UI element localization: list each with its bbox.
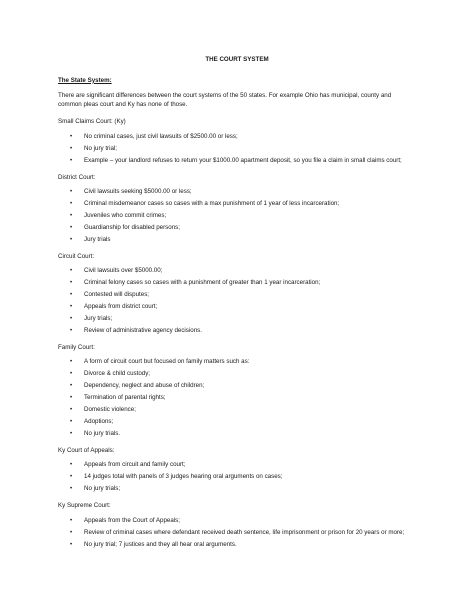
bullet-icon: • xyxy=(70,461,73,469)
list-item xyxy=(58,200,416,209)
section-heading: Family Court: xyxy=(58,343,95,351)
bullet-icon: • xyxy=(70,132,73,140)
list-item-text: Example – your landlord refuses to return your $1000.00 apartment deposit, so you file a claim in small claims court; xyxy=(84,156,402,164)
section-heading: Ky Court of Appeals: xyxy=(58,446,115,454)
bullet-icon: • xyxy=(70,291,73,299)
bullet-icon: • xyxy=(70,370,73,378)
bullet-icon: • xyxy=(70,212,73,220)
page-title: THE COURT SYSTEM xyxy=(205,56,269,63)
list-item-text: Domestic violence; xyxy=(84,406,136,414)
list-item xyxy=(58,224,416,233)
list-item xyxy=(58,279,416,288)
list-item xyxy=(58,303,416,312)
list-item-text: Appeals from circuit and family court; xyxy=(84,461,186,469)
bullet-icon: • xyxy=(70,279,73,287)
list-item xyxy=(58,418,416,427)
list-item xyxy=(58,212,416,221)
list-item xyxy=(58,529,416,538)
list-item-text: Divorce & child custody; xyxy=(84,370,151,378)
list-item-text: Adoptions; xyxy=(84,418,114,426)
bullet-list xyxy=(58,267,416,336)
list-item xyxy=(58,267,416,276)
list-item-text: Appeals from district court; xyxy=(84,303,158,311)
section-heading: District Court: xyxy=(58,173,96,181)
list-item xyxy=(58,461,416,470)
court-sections xyxy=(58,118,416,549)
list-item xyxy=(58,157,416,166)
bullet-icon: • xyxy=(70,473,73,481)
list-item xyxy=(58,430,416,439)
bullet-list xyxy=(58,133,416,166)
list-item xyxy=(58,327,416,336)
list-item xyxy=(58,133,416,142)
list-item-text: No jury trials; xyxy=(84,485,121,493)
list-item-text: Appeals from the Court of Appeals; xyxy=(84,516,180,524)
list-item-text: Juveniles who commit crimes; xyxy=(84,212,167,220)
bullet-icon: • xyxy=(70,540,73,548)
list-item xyxy=(58,485,416,494)
bullet-icon: • xyxy=(70,382,73,390)
list-item xyxy=(58,541,416,550)
bullet-icon: • xyxy=(70,528,73,536)
list-item-text: 14 judges total with panels of 3 judges hearing oral arguments on cases; xyxy=(84,473,283,481)
list-item-text: Civil lawsuits seeking $5000.00 or less; xyxy=(84,188,192,196)
section-heading: Circuit Court: xyxy=(58,252,95,260)
list-item-text: A form of circuit court but focused on family matters such as: xyxy=(84,358,250,366)
list-item-text: Dependency, neglect and abuse of children; xyxy=(84,382,205,390)
bullet-icon: • xyxy=(70,485,73,493)
section-subheading: The State System: xyxy=(58,76,112,84)
list-item-text: Contested will disputes; xyxy=(84,291,150,299)
list-item-text: Jury trials; xyxy=(84,315,113,323)
list-item-text: Criminal felony cases so cases with a punishment of greater than 1 year incarceration; xyxy=(84,279,321,287)
list-item-text: Guardianship for disabled persons; xyxy=(84,224,180,232)
bullet-icon: • xyxy=(70,156,73,164)
list-item xyxy=(58,370,416,379)
bullet-icon: • xyxy=(70,358,73,366)
bullet-icon: • xyxy=(70,315,73,323)
list-item-text: Termination of parental rights; xyxy=(84,394,166,402)
list-item xyxy=(58,382,416,391)
bullet-icon: • xyxy=(70,406,73,414)
bullet-list xyxy=(58,517,416,550)
bullet-icon: • xyxy=(70,224,73,232)
bullet-icon: • xyxy=(70,430,73,438)
list-item-text: Review of administrative agency decisions. xyxy=(84,327,202,335)
bullet-icon: • xyxy=(70,144,73,152)
bullet-icon: • xyxy=(70,267,73,275)
bullet-icon: • xyxy=(70,516,73,524)
bullet-icon: • xyxy=(70,327,73,335)
bullet-icon: • xyxy=(70,200,73,208)
list-item-text: Criminal misdemeanor cases so cases with a max punishment of 1 year of less incarceration; xyxy=(84,200,340,208)
bullet-icon: • xyxy=(70,418,73,426)
list-item xyxy=(58,406,416,415)
list-item xyxy=(58,145,416,154)
bullet-icon: • xyxy=(70,188,73,196)
list-item-text: No criminal cases, just civil lawsuits of $2500.00 or less; xyxy=(84,132,238,140)
bullet-icon: • xyxy=(70,236,73,244)
section-heading: Small Claims Court: (Ky) xyxy=(58,118,126,126)
list-item-text: Review of criminal cases where defendant received death sentence, life imprisonment or prison for 20 years or more; xyxy=(84,528,405,536)
intro-paragraph: There are significant differences between the court systems of the 50 states. For example Ohio has municipal, county and common pleas court and Ky has none of those. xyxy=(58,92,392,108)
list-item xyxy=(58,315,416,324)
list-item xyxy=(58,291,416,300)
bullet-icon: • xyxy=(70,394,73,402)
list-item xyxy=(58,517,416,526)
section-heading: Ky Supreme Court: xyxy=(58,502,111,510)
list-item xyxy=(58,394,416,403)
list-item xyxy=(58,236,416,245)
list-item-text: Jury trials xyxy=(84,236,111,244)
list-item xyxy=(58,473,416,482)
list-item xyxy=(58,188,416,197)
list-item xyxy=(58,358,416,367)
bullet-icon: • xyxy=(70,303,73,311)
bullet-list xyxy=(58,358,416,439)
bullet-list xyxy=(58,188,416,245)
list-item-text: No jury trial; xyxy=(84,144,118,152)
list-item-text: No jury trial; 7 justices and they all hear oral arguments. xyxy=(84,540,237,548)
bullet-list xyxy=(58,461,416,494)
list-item-text: Civil lawsuits over $5000.00; xyxy=(84,267,163,275)
list-item-text: No jury trials. xyxy=(84,430,121,438)
